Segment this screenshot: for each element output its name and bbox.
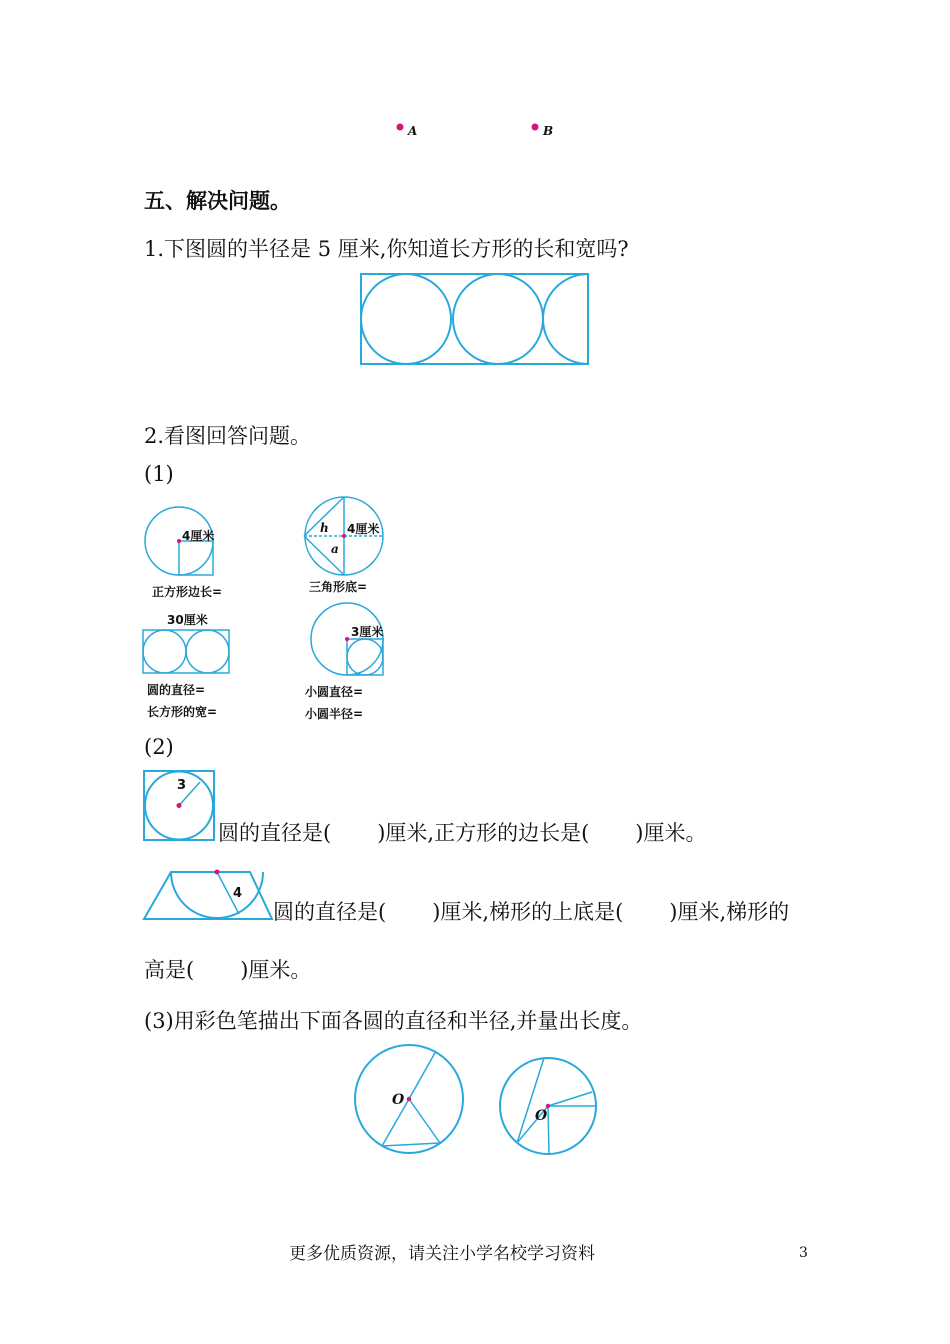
fig-b-a-label: a [331, 542, 339, 556]
part-2-line-1 [218, 823, 706, 844]
fig-d-caption-2: 小圆半径= [305, 707, 364, 721]
line1-part-a: 圆的直径是( [218, 821, 332, 845]
fig-b-caption: 三角形底= [309, 580, 368, 594]
part-2-line-3 [144, 960, 311, 981]
line3-part-a: 高是( [144, 958, 195, 982]
fig2-radius-label: 4 [233, 886, 243, 901]
footer-text: 更多优质资源，请关注小学名校学习资料 [289, 1244, 595, 1264]
line2-part-b: )厘米,梯形的上底是( [432, 900, 624, 924]
fig-a-measure: 4厘米 [182, 529, 215, 543]
fig-circle-triangle [302, 495, 386, 579]
fig-b-measure: 4厘米 [347, 522, 380, 536]
fig-trapezoid-semicircle [143, 868, 273, 922]
fig-a-caption: 正方形边长= [152, 585, 223, 599]
fig-d-caption-1: 小圆直径= [305, 685, 364, 699]
q1-rectangle-circles-figure [358, 272, 592, 368]
line2-part-c: )厘米,梯形的 [669, 900, 790, 924]
part-2-label: (2) [144, 735, 174, 759]
fig-measure-circle-2 [497, 1055, 601, 1159]
line3-part-b: )厘米。 [240, 958, 312, 982]
fig1-radius-label: 3 [177, 778, 187, 793]
fig-circle-small-circle [310, 602, 390, 682]
line1-part-b: )厘米,正方形的边长是( [377, 821, 590, 845]
point-b-label: B [543, 124, 554, 138]
point-b-dot [0, 0, 1, 1]
fig-measure-circle-1 [353, 1043, 467, 1157]
circle-2-center-label: O [535, 1108, 548, 1124]
circle-1-center-label: O [392, 1092, 405, 1108]
page-number: 3 [799, 1245, 808, 1261]
fig-c-caption-2: 长方形的宽= [147, 705, 218, 719]
part-2-line-2 [273, 902, 789, 923]
section-title: 五、解决问题。 [144, 189, 291, 213]
line2-part-a: 圆的直径是( [273, 900, 387, 924]
fig-d-measure: 3厘米 [351, 625, 384, 639]
fig-c-caption-1: 圆的直径= [147, 683, 206, 697]
question-1-text: 1.下图圆的半径是 5 厘米,你知道长方形的长和宽吗? [144, 237, 629, 261]
question-2-text: 2.看图回答问题。 [144, 424, 312, 448]
point-a-label: A [408, 124, 418, 138]
fig-c-measure: 30厘米 [167, 613, 208, 627]
fig-two-circles-rectangle [142, 629, 230, 675]
part-3-text: (3)用彩色笔描出下面各圆的直径和半径,并量出长度。 [144, 1009, 643, 1033]
line1-part-c: )厘米。 [635, 821, 707, 845]
fig-b-h-label: h [320, 521, 329, 535]
part-1-label: (1) [144, 462, 174, 486]
